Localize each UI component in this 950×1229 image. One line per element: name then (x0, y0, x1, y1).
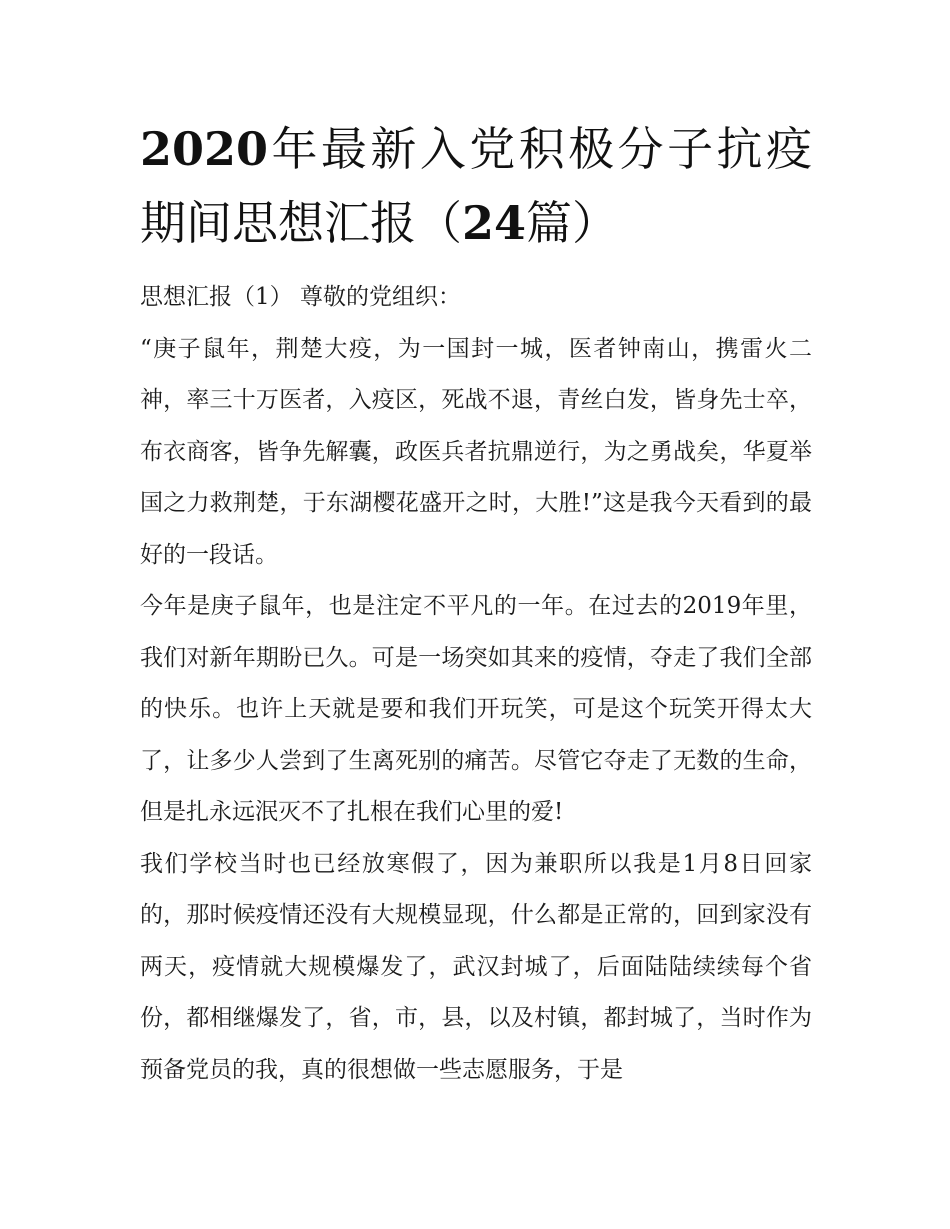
body-paragraph: 我们学校当时也已经放寒假了，因为兼职所以我是1月8日回家的，那时候疫情还没有大规模显现，什么都是正常的，回到家没有两天，疫情就大规模爆发了，武汉封城了，后面陆陆续续每个省份，都相继爆发了，省，市，县，以及村镇，都封城了，当时作为预备党员的我，真的很想做一些志愿服务，于是 (140, 850, 812, 1083)
document-title (140, 112, 812, 260)
title-year: 2020 (140, 122, 269, 176)
title-count: 24 (462, 196, 527, 250)
document-body (140, 272, 812, 1096)
title-suffix: 篇） (526, 196, 619, 250)
body-paragraph: 今年是庚子鼠年，也是注定不平凡的一年。在过去的2019年里，我们对新年期盼已久。可是一场突如其来的疫情，夺走了我们全部的快乐。也许上天就是要和我们开玩笑，可是这个玩笑开得太大了，让多少人尝到了生离死别的痛苦。尽管它夺走了无数的生命，但是扎永远泯灭不了扎根在我们心里的爱! (140, 593, 812, 825)
quote-paragraph: “庚子鼠年，荆楚大疫，为一国封一城，医者钟南山，携雷火二神，率三十万医者，入疫区，死战不退，青丝白发，皆身先士卒，布衣商客，皆争先解囊，政医兵者抗鼎逆行，为之勇战矣，华夏举国之力救荆楚，于东湖樱花盛开之时，大胜!”这是我今天看到的最好的一段话。 (140, 335, 812, 568)
document-content (140, 112, 812, 1096)
salutation-paragraph: 思想汇报（1） 尊敬的党组织： (140, 284, 461, 310)
title-main: 年最新入党积极分子抗疫期间思想汇报（ (140, 122, 812, 250)
